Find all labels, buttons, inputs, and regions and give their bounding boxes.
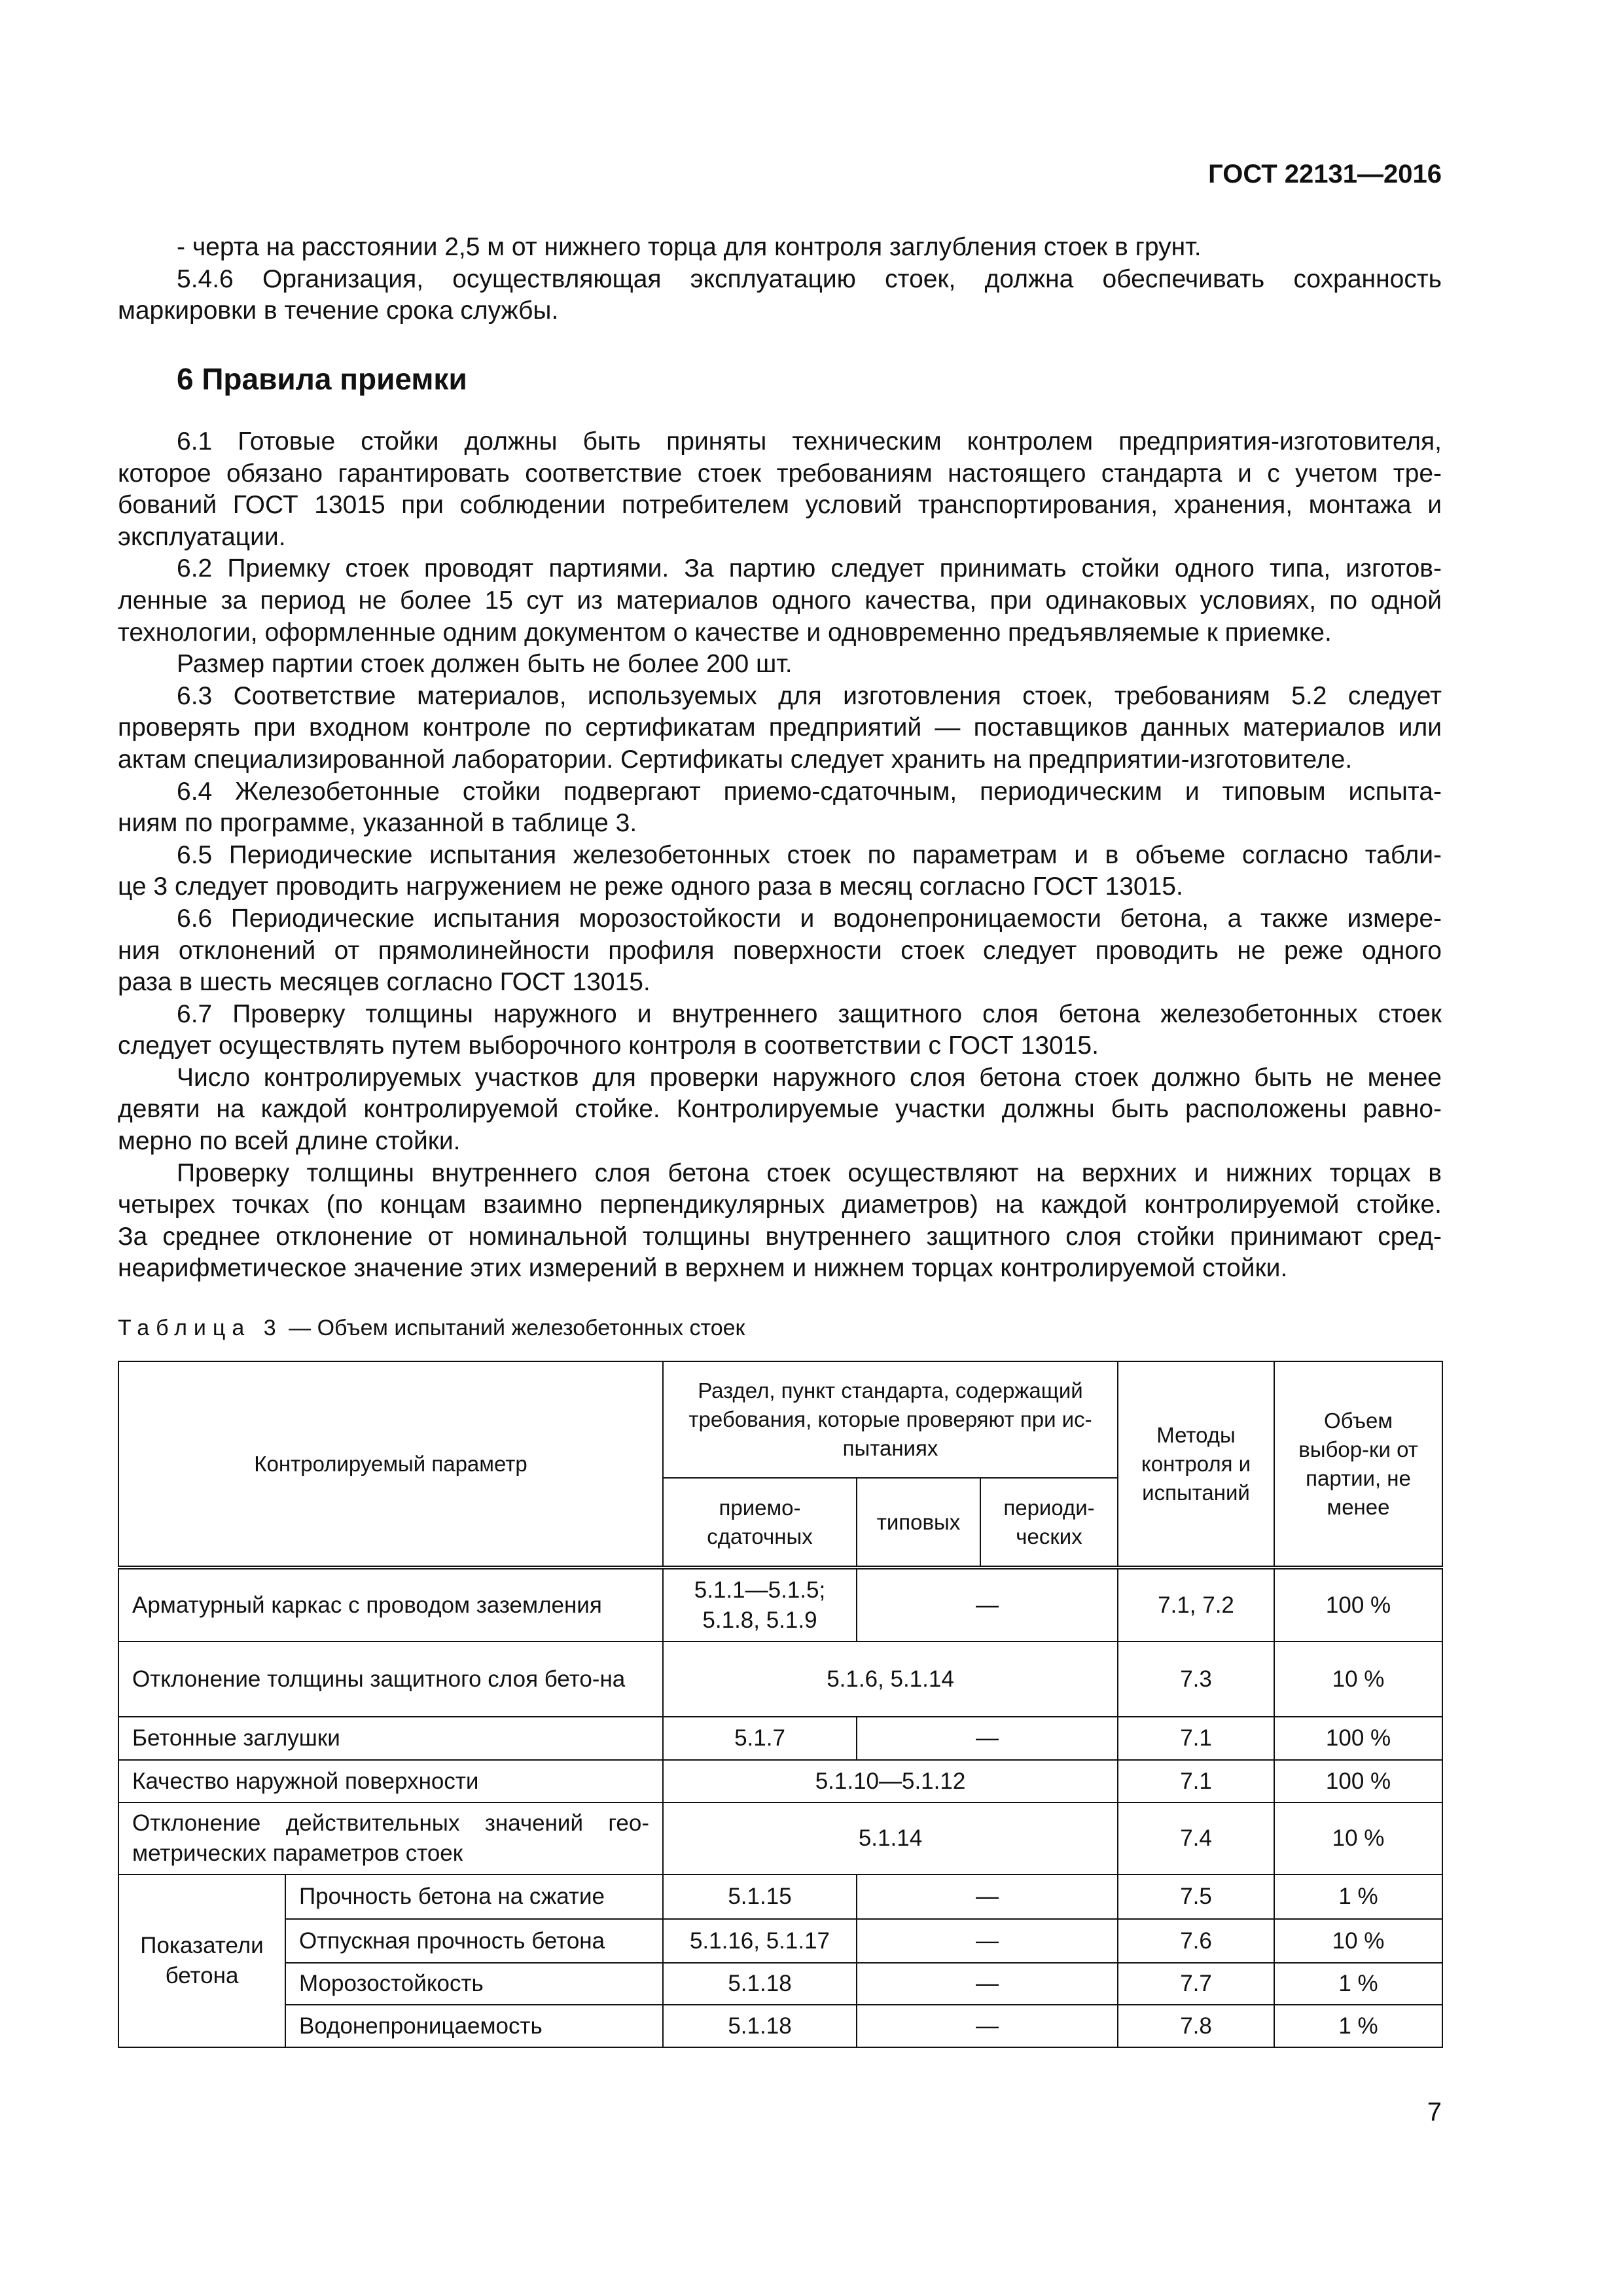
- paragraph: [118, 1158, 1442, 1285]
- section-body: [118, 426, 1442, 1285]
- table-cell: 5.1.14: [663, 1803, 1118, 1874]
- table-cell: 5.1.15: [663, 1874, 857, 1919]
- paragraph: [118, 426, 1442, 553]
- text-line: эксплуатации.: [118, 522, 286, 551]
- paragraph: [118, 681, 1442, 776]
- table-cell: Арматурный каркас с проводом заземления: [118, 1568, 663, 1641]
- table-cell: —: [857, 2005, 1118, 2047]
- table-row: [118, 1874, 1442, 1919]
- text-line: бований ГОСТ 13015 при соблюдении потребителем условий транспортирования, хранения, монтажа и: [118, 491, 1442, 520]
- table-cell: 7.5: [1118, 1874, 1274, 1919]
- table-cell: —: [857, 1717, 1118, 1760]
- text-line: 6.1 Готовые стойки должны быть приняты техническим контролем предприятия-изготовителя,: [177, 427, 1442, 456]
- table-cell: 100 %: [1274, 1717, 1442, 1760]
- text-line: - черта на расстоянии 2,5 м от нижнего торца для контроля заглубления стоек в грунт.: [177, 233, 1202, 261]
- table-caption: [118, 1316, 745, 1341]
- table-cell: 10 %: [1274, 1641, 1442, 1717]
- table-cell: 1 %: [1274, 1874, 1442, 1919]
- table-row: [118, 2005, 1442, 2047]
- table-row: [118, 1963, 1442, 2005]
- table-cell: —: [857, 1919, 1118, 1963]
- table-cell: —: [857, 1568, 1118, 1641]
- page-number: 7: [1427, 2098, 1442, 2126]
- column-header: приемо-сдаточных: [663, 1478, 857, 1568]
- table-cell: 100 %: [1274, 1760, 1442, 1803]
- table-row: [118, 1919, 1442, 1963]
- table-header-row: [118, 1361, 1442, 1478]
- text-line: следует осуществлять путем выборочного контроля в соответствии с ГОСТ 13015.: [118, 1031, 1099, 1060]
- table-cell: 1 %: [1274, 2005, 1442, 2047]
- table-cell: Водонепроницаемость: [285, 2005, 663, 2047]
- text-line: 6.2 Приемку стоек проводят партиями. За партию следует принимать стойки одного типа, изготов-: [177, 554, 1442, 583]
- table-cell: Отклонение толщины защитного слоя бето-на: [118, 1641, 663, 1717]
- section-heading: 6 Правила приемки: [177, 362, 467, 396]
- paragraph: [118, 1062, 1442, 1158]
- table-cell: —: [857, 1963, 1118, 2005]
- text-line: проверять при входном контроле по сертификатам предприятий — поставщиков данных материалов или: [118, 713, 1442, 742]
- column-header: Контролируемый параметр: [118, 1361, 663, 1568]
- table-cell: 7.1, 7.2: [1118, 1568, 1274, 1641]
- text-line: неарифметическое значение этих измерений в верхнем и нижнем торцах контролируемой стойки.: [118, 1254, 1288, 1283]
- table-cell: 7.6: [1118, 1919, 1274, 1963]
- text-line: мерно по всей длине стойки.: [118, 1127, 461, 1156]
- table-cell: 7.1: [1118, 1717, 1274, 1760]
- table-row: [118, 1717, 1442, 1760]
- table-cell: 5.1.16, 5.1.17: [663, 1919, 857, 1963]
- table-cell: Качество наружной поверхности: [118, 1760, 663, 1803]
- table-cell: 5.1.6, 5.1.14: [663, 1641, 1118, 1717]
- text-line: актам специализированной лаборатории. Сертификаты следует хранить на предприятии-изготовителе.: [118, 745, 1353, 774]
- text-line: 5.4.6 Организация, осуществляющая эксплуатацию стоек, должна обеспечивать сохранность: [177, 264, 1442, 293]
- text-line: 6.6 Периодические испытания морозостойкости и водонепроницаемости бетона, а также измере-: [177, 904, 1442, 933]
- table-cell: 7.3: [1118, 1641, 1274, 1717]
- table-cell: —: [857, 1874, 1118, 1919]
- text-line: технологии, оформленные одним документом о качестве и одновременно предъявляемые к приемке.: [118, 618, 1332, 647]
- text-line: 6.7 Проверку толщины наружного и внутреннего защитного слоя бетона железобетонных стоек: [177, 999, 1442, 1028]
- table-cell: 100 %: [1274, 1568, 1442, 1641]
- text-line: 6.5 Периодические испытания железобетонных стоек по параметрам и в объеме согласно табли-: [177, 840, 1442, 869]
- text-line: которое обязано гарантировать соответствие стоек требованиям настоящего стандарта и с учетом тре-: [118, 459, 1442, 488]
- text-line: 6.4 Железобетонные стойки подвергают приемо-сдаточным, периодическим и типовым испыта-: [177, 777, 1442, 806]
- text-line: 6.3 Соответствие материалов, используемых для изготовления стоек, требованиям 5.2 следует: [177, 681, 1442, 710]
- column-header: периоди-ческих: [980, 1478, 1118, 1568]
- table-cell: 7.1: [1118, 1760, 1274, 1803]
- text-line: девяти на каждой контролируемой стойке. Контролируемые участки должны быть расположены равно-: [118, 1095, 1442, 1124]
- intro-text: [118, 232, 1442, 327]
- text-line: Проверку толщины внутреннего слоя бетона стоек осуществляют на верхних и нижних торцах в: [177, 1158, 1442, 1187]
- text-line: четырех точках (по концам взаимно перпендикулярных диаметров) на каждой контролируемой стойке.: [118, 1191, 1442, 1219]
- table-caption-label: Таблица 3: [118, 1316, 283, 1340]
- table-row: [118, 1803, 1442, 1874]
- table-cell: Показатели бетона: [118, 1874, 285, 2047]
- paragraph: [118, 649, 1442, 681]
- document-code: ГОСТ 22131—2016: [1208, 160, 1442, 188]
- table-cell: Морозостойкость: [285, 1963, 663, 2005]
- table-caption-text: — Объем испытаний железобетонных стоек: [282, 1316, 745, 1340]
- table-cell: 5.1.1—5.1.5; 5.1.8, 5.1.9: [663, 1568, 857, 1641]
- text-line: ния отклонений от прямолинейности профиля поверхности стоек следует проводить не реже одного: [118, 936, 1442, 965]
- table-cell: 7.8: [1118, 2005, 1274, 2047]
- table-cell: 5.1.7: [663, 1717, 857, 1760]
- table-cell: 7.4: [1118, 1803, 1274, 1874]
- table-cell: 10 %: [1274, 1919, 1442, 1963]
- text-line: ленные за период не более 15 сут из материалов одного качества, при одинаковых условиях, по одной: [118, 586, 1442, 615]
- paragraph: [118, 776, 1442, 840]
- column-header: типовых: [857, 1478, 980, 1568]
- paragraph: [118, 840, 1442, 903]
- paragraph: [118, 264, 1442, 327]
- text-line: Размер партии стоек должен быть не более 200 шт.: [177, 650, 793, 679]
- text-line: ниям по программе, указанной в таблице 3.: [118, 809, 637, 838]
- table-row: [118, 1641, 1442, 1717]
- column-header: Раздел, пункт стандарта, содержащий требования, которые проверяют при ис-пытаниях: [663, 1361, 1118, 1478]
- table-cell: 5.1.18: [663, 1963, 857, 2005]
- table-cell: Отпускная прочность бетона: [285, 1919, 663, 1963]
- column-header: Объем выбор-ки от партии, не менее: [1274, 1361, 1442, 1568]
- text-line: За среднее отклонение от номинальной толщины внутреннего защитного слоя стойки принимают сред-: [118, 1222, 1442, 1251]
- text-line: Число контролируемых участков для проверки наружного слоя бетона стоек должно быть не менее: [177, 1063, 1442, 1092]
- paragraph: [118, 232, 1442, 264]
- column-header: Методы контроля и испытаний: [1118, 1361, 1274, 1568]
- text-line: це 3 следует проводить нагружением не реже одного раза в месяц согласно ГОСТ 13015.: [118, 872, 1183, 901]
- text-line: раза в шесть месяцев согласно ГОСТ 13015.: [118, 968, 651, 997]
- tests-table: [118, 1361, 1443, 2048]
- paragraph: [118, 903, 1442, 999]
- table-row: [118, 1568, 1442, 1641]
- table-cell: Прочность бетона на сжатие: [285, 1874, 663, 1919]
- table-cell: Бетонные заглушки: [118, 1717, 663, 1760]
- table-cell: 7.7: [1118, 1963, 1274, 2005]
- paragraph: [118, 999, 1442, 1062]
- text-line: маркировки в течение срока службы.: [118, 296, 559, 325]
- paragraph: [118, 553, 1442, 649]
- table-row: [118, 1760, 1442, 1803]
- table-cell: Отклонение действительных значений гео-метрических параметров стоек: [118, 1803, 663, 1874]
- table-cell: 10 %: [1274, 1803, 1442, 1874]
- table-cell: 5.1.18: [663, 2005, 857, 2047]
- table-cell: 1 %: [1274, 1963, 1442, 2005]
- table-cell: 5.1.10—5.1.12: [663, 1760, 1118, 1803]
